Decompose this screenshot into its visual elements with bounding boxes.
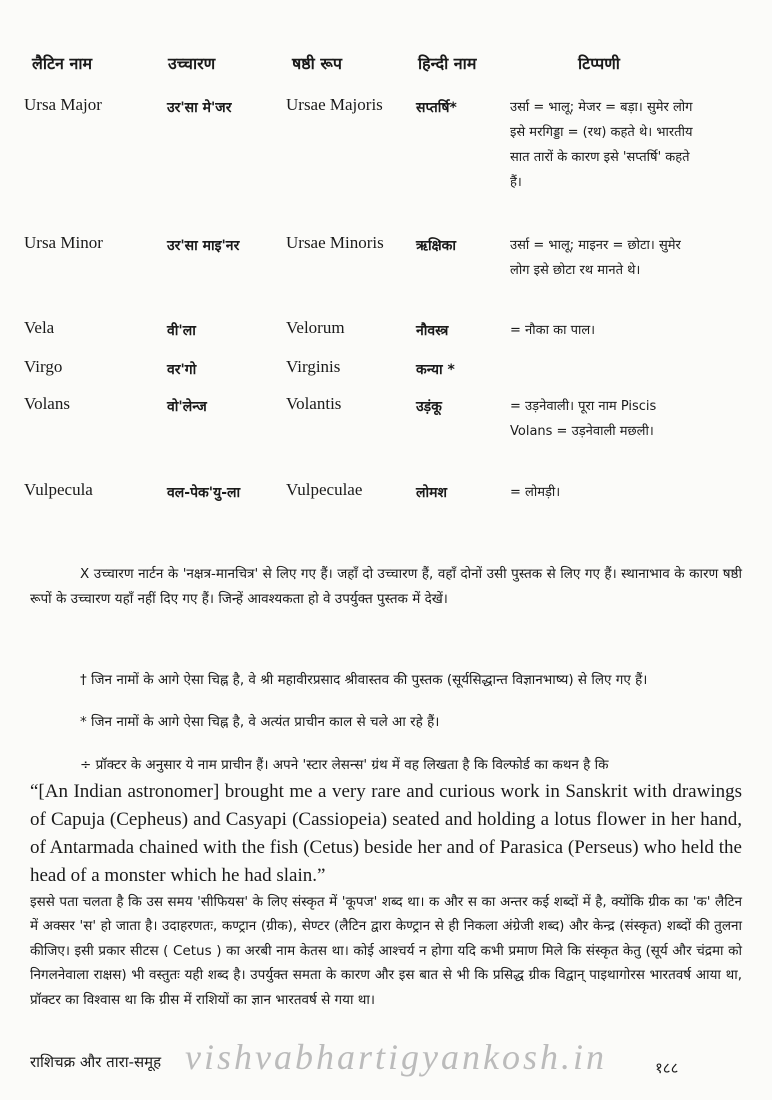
row-genitive: Vulpeculae [286, 480, 363, 499]
page-number: १८८ [655, 1059, 679, 1077]
watermark: vishvabhartigyankosh.in [185, 1037, 607, 1077]
row-hindi: उड़ंकू [416, 399, 442, 415]
row-genitive: Virginis [286, 357, 341, 376]
row-note: उर्सा = भालू; माइनर = छोटा। सुमेर लोग इसे छोटा रथ मानते थे। [510, 238, 681, 278]
header-pronunciation: उच्चारण [168, 54, 216, 73]
row-pron: वी'ला [167, 323, 196, 339]
row-note: = नौका का पाल। [510, 323, 596, 338]
footnote-pronunciation: X उच्चारण नार्टन के 'नक्षत्र-मानचित्र' से लिए गए हैं। जहाँ दो उच्चारण हैं, वहाँ दोनों उसी पुस्तक से लिए गए हैं। स्थानाभाव के कारण षष्ठी रूपों के उच्चारण यहाँ नहीं दिए गए हैं। जिन्हें आवश्यकता हो वे उपर्युक्त पुस्तक में देखें। [30, 566, 742, 607]
header-hindi: हिन्दी नाम [418, 54, 477, 73]
row-latin: Volans [24, 394, 70, 413]
footnote-dagger: † जिन नामों के आगे ऐसा चिह्न है, वे श्री महावीरप्रसाद श्रीवास्तव की पुस्तक (सूर्यसिद्धान्त विज्ञानभाष्य) से लिए गए हैं। [80, 672, 648, 688]
row-hindi: लोमश [416, 485, 448, 501]
footnote-proctor-quote: “[An Indian astronomer] brought me a very rare and curious work in Sanskrit with drawings of Capuja (Cepheus) and Casyapi (Cassiopeia) seated and holding a lotus flower in her hand, of Antarmada chained with the fish (Cetus) beside her and of Parasica (Perseus) who held the head of a monster which he had slain.” [30, 780, 742, 886]
row-pron: वर'गो [167, 362, 197, 378]
header-genitive: षष्ठी रूप [292, 54, 342, 73]
row-genitive: Ursae Minoris [286, 233, 384, 252]
row-pron: उर'सा मे'जर [167, 100, 232, 116]
footnote-proctor [30, 753, 742, 1012]
header-latin: लैटिन नाम [32, 54, 93, 73]
row-latin: Ursa Major [24, 95, 102, 114]
row-hindi: ऋक्षिका [416, 238, 456, 254]
footnote-asterisk: * जिन नामों के आगे ऐसा चिह्न है, वे अत्यंत प्राचीन काल से चले आ रहे हैं। [80, 714, 440, 730]
row-hindi: कन्या * [416, 362, 455, 378]
running-footer-title: राशिचक्र और तारा-समूह [30, 1053, 162, 1071]
row-genitive: Ursae Majoris [286, 95, 383, 114]
row-genitive: Volantis [286, 394, 342, 413]
footnote-proctor-intro: ÷ प्रॉक्टर के अनुसार ये नाम प्राचीन हैं। अपने 'स्टार लेसन्स' ग्रंथ में वह लिखता है कि विल्फोर्ड का कथन है कि [80, 757, 609, 773]
row-hindi: नौवस्त्र [416, 323, 449, 339]
row-hindi: सप्तर्षि* [416, 100, 457, 116]
row-pron: वो'लेन्ज [167, 399, 207, 415]
header-note: टिप्पणी [578, 54, 620, 73]
row-latin: Virgo [24, 357, 63, 376]
row-pron: उर'सा माइ'नर [167, 238, 240, 254]
row-latin: Vela [24, 318, 55, 337]
row-genitive: Velorum [286, 318, 345, 337]
row-note: = उड़नेवाली। पूरा नाम Piscis Volans = उड़नेवाली मछली। [510, 399, 657, 439]
row-latin: Ursa Minor [24, 233, 103, 252]
row-note: = लोमड़ी। [510, 485, 561, 500]
row-pron: वल-पेक'यु-ला [167, 485, 241, 501]
footnote-proctor-rest: इससे पता चलता है कि उस समय 'सीफियस' के लिए संस्कृत में 'कूपज' शब्द था। क और स का अन्तर कई शब्दों में है, क्योंकि ग्रीक का 'क' लैटिन में अक्सर 'स' हो जाता है। उदाहरणतः, कण्ट्रान (ग्रीक), सेण्टर (लैटिन द्वारा केण्ट्रान से ही निकला अंग्रेजी शब्द) और केन्द्र (संस्कृत) शब्दों की तुलना कीजिए। इसी प्रकार सीटस ( Cetus ) का अरबी नाम केतस था। कोई आश्चर्य न होगा यदि कभी प्रमाण मिले कि संस्कृत केतु (सूर्य और चंद्रमा को निगलनेवाला राक्षस) भी वस्तुतः यही शब्द है। उपर्युक्त समता के कारण और इस बात से भी कि प्रसिद्ध ग्रीक विद्वान् पाइथागोरस भारतवर्ष आया था, प्रॉक्टर का विश्वास था कि ग्रीस में राशियों का ज्ञान भारतवर्ष से गया था। [30, 893, 742, 1008]
row-note: उर्सा = भालू; मेजर = बड़ा। सुमेर लोग इसे मरगिड्डा = (रथ) कहते थे। भारतीय सात तारों के कारण इसे 'सप्तर्षि' कहते हैं। [510, 100, 693, 190]
row-latin: Vulpecula [24, 480, 93, 499]
